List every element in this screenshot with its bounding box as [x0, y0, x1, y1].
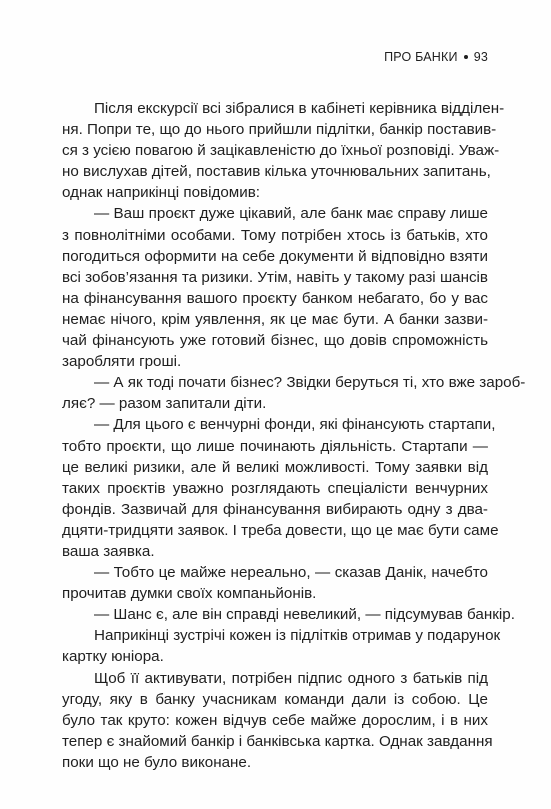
text-line: погодиться оформити на себе документи й відповідно взяти — [62, 247, 488, 265]
text-line: ся з усією повагою й зацікавленістю до їхньої розповіді. Уваж- — [62, 142, 500, 160]
text-line: ляє? — разом запитали діти. — [62, 395, 267, 413]
text-line: з повнолітніми особами. Тому потрібен хтось із батьків, хто — [62, 226, 488, 244]
text-line: тобто проєкти, що лише починають діяльність. Стартапи — — [62, 437, 488, 455]
text-line: чай фінансують уже готовий бізнес, що довів спроможність — [62, 332, 488, 350]
text-line: на фінансування вашого проєкту банком небагато, бо у вас — [62, 289, 488, 307]
text-line: картку юніора. — [62, 648, 164, 666]
text-line: було так круто: кожен відчув себе майже дорослим, і в них — [62, 711, 488, 729]
text-line: фондів. Зазвичай для фінансування вибирають одну з два- — [62, 500, 488, 518]
text-line: це великі ризики, але й великі можливості. Тому заявки від — [62, 458, 488, 476]
text-line: — А як тоді почати бізнес? Звідки беруться ті, хто вже зароб- — [94, 374, 526, 392]
text-line: прочитав думки своїх компаньйонів. — [62, 585, 317, 603]
text-line: — Шанс є, але він справді невеликий, — підсумував банкір. — [94, 606, 515, 624]
text-line: тепер є знайомий банкір і банківська картка. Однак завдання — [62, 732, 493, 750]
text-line: однак наприкінці повідомив: — [62, 184, 260, 202]
text-line: ваша заявка. — [62, 542, 155, 560]
text-line: угоду, яку в банку учасникам команди дали із собою. Це — [62, 690, 488, 708]
text-line: Після екскурсії всі зібралися в кабінеті керівника відділен- — [94, 100, 505, 117]
section-title: ПРО БАНКИ — [384, 50, 458, 64]
bullet-separator — [464, 55, 468, 59]
text-line: немає нічого, крім уявлення, як це має бути. А банки зазви- — [62, 310, 488, 328]
text-line: — Для цього є венчурні фонди, які фінансують стартапи, — [94, 416, 496, 434]
text-line: ня. Попри те, що до нього прийшли підлітки, банкір поставив- — [62, 121, 497, 139]
text-line: дцяти-тридцяти заявок. І треба довести, що це має бути саме — [62, 521, 499, 539]
text-line: поки що не було виконане. — [62, 753, 252, 771]
running-header — [384, 50, 488, 64]
text-line: Наприкінці зустрічі кожен із підлітків отримав у подарунок — [94, 627, 501, 645]
text-line: — Ваш проєкт дуже цікавий, але банк має справу лише — [94, 205, 488, 223]
text-line: таких проєктів уважно розглядають спеціалісти венчурних — [62, 479, 488, 497]
text-line: заробляти гроші. — [62, 353, 182, 371]
text-line: всі зобов’язання та ризики. Утім, навіть у такому разі шансів — [62, 268, 488, 286]
text-line: — Тобто це майже нереально, — сказав Данік, начебто — [94, 564, 488, 582]
page-number: 93 — [473, 50, 488, 64]
text-line: Щоб її активувати, потрібен підпис одного з батьків під — [94, 669, 488, 687]
body-text — [62, 98, 526, 773]
text-line: но вислухав дітей, поставив кілька уточнювальних запитань, — [62, 163, 491, 181]
